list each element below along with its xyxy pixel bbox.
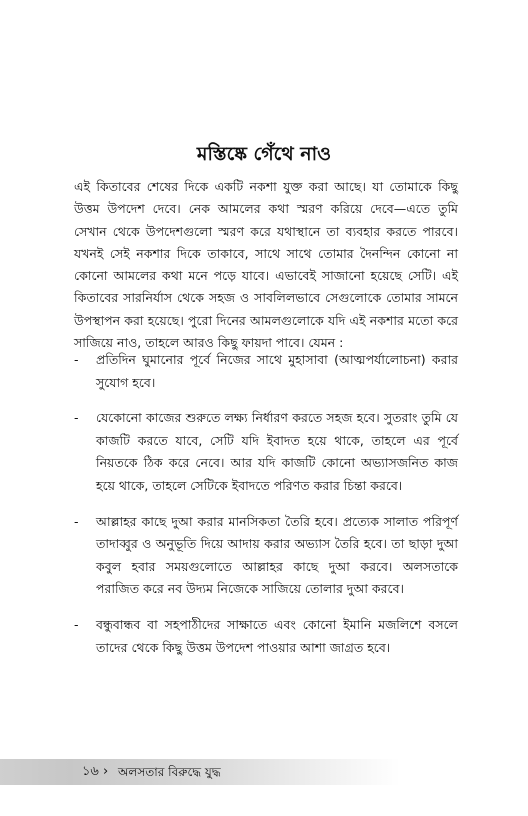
page-title: মস্তিষ্কে গেঁথে নাও [196,143,332,165]
list-item [74,407,458,497]
list-item-text: আল্লাহর কাছে দুআ করার মানসিকতা তৈরি হবে। প্রত্যেক সালাত পরিপূর্ণ তাদাব্বুর ও অনুভূতি দিয়ে আদায় করার অভ্যাস তৈরি হবে। তা ছাড়া দুআ কবুল হবার সময়গুলোতে আল্লাহর কাছে দুআ করবে। অলসতাকে পরাজিত করে নব উদ্যম নিজেকে সাজিয়ে তোলার দুআ করবে। [96,513,458,597]
page-number: ১৬ › [82,764,109,779]
intro-paragraph: এই কিতাবের শেষের দিকে একটি নকশা যুক্ত করা আছে। যা তোমাকে কিছু উত্তম উপদেশ দেবে। নেক আমলের কথা স্মরণ করিয়ে দেবে—এতে তুমি সেখান থেকে উপদেশগুলো স্মরণ করে যথাস্থানে তা ব্যবহার করতে পারবে। যখনই সেই নকশার দিকে তাকাবে, সাথে সাথে তোমার দৈনন্দিন কোনো না কোনো আমলের কথা মনে পড়ে যাবে। এভাবেই সাজানো হয়েছে সেটি। এই কিতাবের সারনির্যাস থেকে সহজ ও সাবলিলভাবে সেগুলোকে তোমার সামনে উপস্থাপন করা হয়েছে। পুরো দিনের আমলগুলোকে যদি এই নকশার মতো করে সাজিয়ে নাও, তাহলে আরও কিছু ফায়দা পাবে। যেমন : [74,179,458,351]
list-item-text: যেকোনো কাজের শুরুতে লক্ষ্য নির্ধারণ করতে সহজ হবে। সুতরাং তুমি যে কাজটি করতে যাবে, সেটি যদি ইবাদত হয়ে থাকে, তাহলে এর পূর্বে নিয়তকে ঠিক করে নেবে। আর যদি কাজটি কোনো অভ্যাসজনিত কাজ হয়ে থাকে, তাহলে সেটিকে ইবাদতে পরিণত করার চিন্তা করবে। [96,410,458,493]
bullet-dash: - [74,513,79,529]
bullet-dash: - [74,352,79,367]
running-book-title: অলসতার বিরুদ্ধে যুদ্ধ [118,765,221,779]
list-item [74,511,458,601]
bullet-dash: - [74,410,79,426]
benefit-list [74,349,458,659]
list-item [74,349,458,394]
list-item [74,614,458,659]
footer-band [0,759,528,785]
list-item-text: বন্ধুবান্ধব বা সহপাঠীদের সাক্ষাতে এবং কোনো ইমানি মজলিশে বসলে তাদের থেকে কিছু উত্তম উপদেশ পাওয়ার আশা জাগ্রত হবে। [96,616,458,655]
bullet-dash: - [74,616,79,632]
list-item-text: প্রতিদিন ঘুমানোর পূর্বে নিজের সাথে মুহাসাবা (আত্মপর্যালোচনা) করার সুযোগ হবে। [96,352,458,390]
